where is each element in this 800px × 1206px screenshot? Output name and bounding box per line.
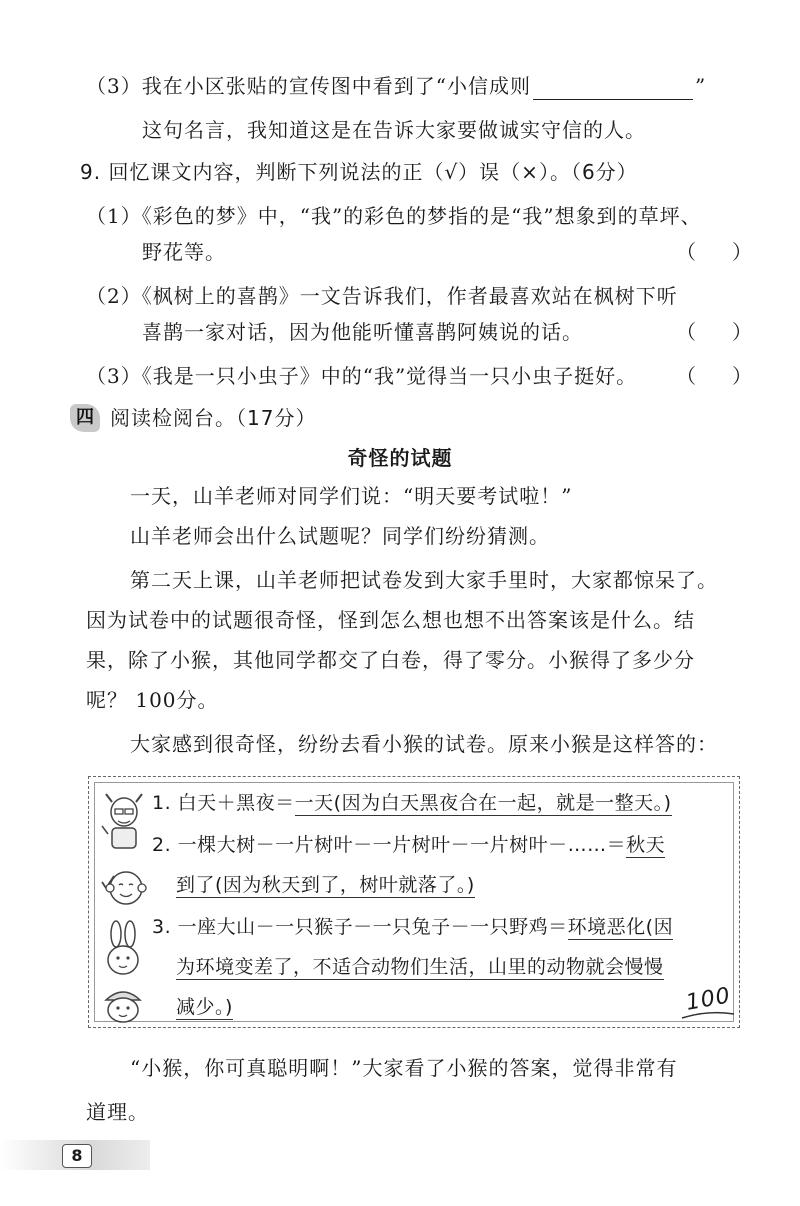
answer-2-line1: 2. 一棵大树－一片树叶－一片树叶－一片树叶－……＝秋天 <box>152 834 666 856</box>
q9-title: 9. 回忆课文内容，判断下列说法的正（√）误（×）。（6分） <box>80 160 638 184</box>
q8-item3-suffix: ” <box>694 74 707 98</box>
answer-2-handwritten-b: 到了(因为秋天到了，树叶就落了。) <box>176 874 475 896</box>
fill-blank[interactable] <box>533 79 693 100</box>
passage-p2: 山羊老师会出什么试题呢？同学们纷纷猜测。 <box>130 524 550 548</box>
passage-p3-l3: 果，除了小猴，其他同学都交了白卷，得了零分。小猴得了多少分 <box>86 648 695 672</box>
answer-3-line1: 3. 一座大山－一只猴子－一只兔子－一只野鸡＝环境恶化(因 <box>152 916 674 938</box>
rabbit-icon <box>98 920 148 980</box>
pheasant-icon <box>98 984 148 1024</box>
passage-p3-l2: 因为试卷中的试题很奇怪，怪到怎么想也想不出答案该是什么。结 <box>86 608 695 632</box>
section4-title: 阅读检阅台。（17分） <box>110 406 317 430</box>
passage-p4: 大家感到很奇怪，纷纷去看小猴的试卷。原来小猴是这样答的： <box>130 732 718 756</box>
passage-p5-l2: 道理。 <box>86 1100 149 1124</box>
answer-3-handwritten-c: 减少。) <box>176 996 233 1018</box>
q8-item3-prefix: （3）我在小区张贴的宣传图中看到了“小信成则 <box>86 74 531 98</box>
monkey-icon <box>98 858 148 910</box>
passage-p5-l1: “小猴，你可真聪明啊！”大家看了小猴的答案，觉得非常有 <box>130 1056 678 1080</box>
score-underline-icon <box>680 1008 736 1022</box>
answer-3-handwritten-b: 为环境变差了，不适合动物们生活，山里的动物就会慢慢 <box>176 956 664 978</box>
answer-3-line2 <box>176 954 664 980</box>
q8-item3-line1 <box>86 72 706 100</box>
q9-item2-line2: 喜鹊一家对话，因为他能听懂喜鹊阿姨说的话。 <box>142 320 583 344</box>
q9-item3: （3）《我是一只小虫子》中的“我”觉得当一只小虫子挺好。 <box>86 364 638 388</box>
q9-item1-line2: 野花等。 <box>142 240 226 264</box>
score-mark: 100 <box>684 983 733 1016</box>
section-badge: 四 <box>70 404 100 432</box>
q8-item3-line2: 这句名言，我知道这是在告诉大家要做诚实守信的人。 <box>142 118 646 142</box>
answer-paren-2[interactable]: （ ） <box>676 320 752 344</box>
answer-3-line3 <box>176 994 233 1020</box>
answer-paren-1[interactable]: （ ） <box>676 240 752 264</box>
goat-teacher-icon <box>98 790 150 852</box>
answer-sheet-border <box>94 782 734 1022</box>
q9-item2-line1: （2）《枫树上的喜鹊》一文告诉我们，作者最喜欢站在枫树下听 <box>86 284 678 308</box>
answer-1: 1. 白天＋黑夜＝一天(因为白天黑夜合在一起，就是一整天。) <box>152 792 672 814</box>
passage-p3-l4: 呢？ 100分。 <box>86 688 219 712</box>
q9-item1-line1: （1）《彩色的梦》中，“我”的彩色的梦指的是“我”想象到的草坪、 <box>86 204 702 228</box>
answer-3-handwritten-a: 环境恶化(因 <box>567 916 674 938</box>
answer-paren-3[interactable]: （ ） <box>676 364 752 388</box>
passage-p1: 一天，山羊老师对同学们说：“明天要考试啦！” <box>130 484 573 508</box>
passage-p3-l1: 第二天上课，山羊老师把试卷发到大家手里时，大家都惊呆了。 <box>130 568 718 592</box>
answer-2-handwritten-a: 秋天 <box>626 834 666 856</box>
passage-title: 奇怪的试题 <box>347 446 453 470</box>
page-number: 8 <box>62 1144 92 1168</box>
answer-2-line2 <box>176 872 475 898</box>
answer-1-handwritten: 一天(因为白天黑夜合在一起，就是一整天。) <box>294 792 672 814</box>
